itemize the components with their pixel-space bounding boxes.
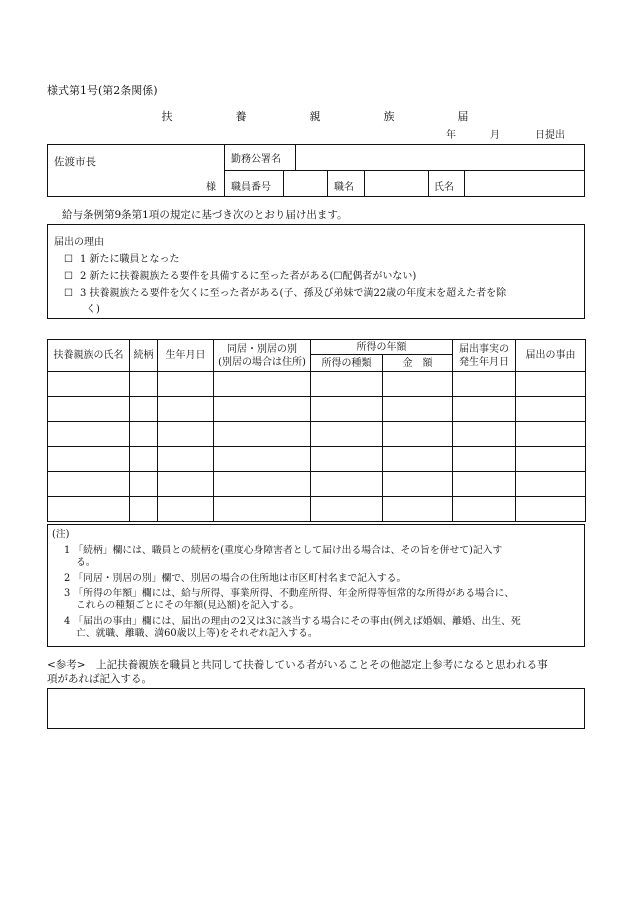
dependents-table bbox=[47, 339, 586, 522]
table-row bbox=[48, 447, 586, 472]
col-header-event: 届出の事由 bbox=[516, 340, 586, 372]
table-cell[interactable] bbox=[48, 447, 130, 472]
col-header-residence: 同居・別居の別 (別居の場合は住所) bbox=[214, 340, 311, 372]
table-row bbox=[48, 372, 586, 397]
table-cell[interactable] bbox=[311, 372, 383, 397]
form-title: 扶 養 親 族 届 bbox=[161, 110, 495, 123]
table-row bbox=[48, 422, 586, 447]
table-row bbox=[48, 497, 586, 522]
table-cell[interactable] bbox=[383, 372, 453, 397]
note-2: 2 「同居・別居の別」欄で、別居の場合の住所地は市区町村名まで記入する。 bbox=[64, 573, 407, 584]
col-header-relation: 続柄 bbox=[130, 340, 158, 372]
form-code: 様式第1号(第2条関係) bbox=[47, 84, 158, 97]
table-cell[interactable] bbox=[516, 447, 586, 472]
table-cell[interactable] bbox=[214, 472, 311, 497]
table-cell[interactable] bbox=[453, 472, 516, 497]
reason-item-continuation: く) bbox=[86, 304, 100, 315]
table-cell[interactable] bbox=[214, 447, 311, 472]
employee-number-label: 職員番号 bbox=[231, 182, 271, 193]
table-cell[interactable] bbox=[130, 472, 158, 497]
table-cell[interactable] bbox=[383, 472, 453, 497]
note-1-cont: る。 bbox=[76, 557, 96, 568]
date-month-label: 月 bbox=[490, 130, 500, 141]
table-cell[interactable] bbox=[383, 397, 453, 422]
table-cell[interactable] bbox=[48, 372, 130, 397]
table-cell[interactable] bbox=[130, 497, 158, 522]
table-cell[interactable] bbox=[311, 472, 383, 497]
reason-item[interactable]: ☐ 3 扶養親族たる要件を欠くに至った者がある(子、孫及び弟妹で満22歳の年度末を超えた者を除 bbox=[64, 288, 507, 299]
table-cell[interactable] bbox=[130, 447, 158, 472]
table-cell[interactable] bbox=[158, 472, 214, 497]
table-cell[interactable] bbox=[158, 422, 214, 447]
table-cell[interactable] bbox=[311, 447, 383, 472]
date-day-label: 日提出 bbox=[535, 130, 565, 141]
notes-title: (注) bbox=[52, 529, 70, 540]
col-header-event-date: 届出事実の 発生年月日 bbox=[453, 340, 516, 372]
col-header-income-type: 所得の種類 bbox=[311, 355, 383, 372]
table-cell[interactable] bbox=[158, 497, 214, 522]
table-cell[interactable] bbox=[453, 497, 516, 522]
table-cell[interactable] bbox=[48, 422, 130, 447]
table-cell[interactable] bbox=[158, 447, 214, 472]
col-header-income-amount: 金 額 bbox=[383, 355, 453, 372]
note-3-cont: これらの種類ごとにその年額(見込額)を記入する。 bbox=[76, 600, 300, 611]
position-label: 職名 bbox=[334, 182, 354, 193]
table-cell[interactable] bbox=[130, 372, 158, 397]
workplace-label: 勤務公署名 bbox=[231, 154, 281, 165]
mayor-label: 佐渡市長 bbox=[54, 156, 96, 168]
reason-item[interactable]: ☐ 1 新たに職員となった bbox=[64, 254, 180, 265]
table-cell[interactable] bbox=[453, 372, 516, 397]
col-header-name: 扶養親族の氏名 bbox=[48, 340, 130, 372]
reference-field[interactable] bbox=[47, 688, 585, 729]
table-cell[interactable] bbox=[383, 497, 453, 522]
note-3: 3 「所得の年額」欄には、給与所得、事業所得、不動産所得、年金所得等恒常的な所得がある場合に、 bbox=[64, 588, 515, 599]
table-cell[interactable] bbox=[453, 447, 516, 472]
checkbox-icon[interactable]: ☐ bbox=[64, 271, 73, 282]
name-label: 氏名 bbox=[434, 182, 454, 193]
table-cell[interactable] bbox=[516, 472, 586, 497]
table-cell[interactable] bbox=[214, 397, 311, 422]
table-cell[interactable] bbox=[214, 422, 311, 447]
table-cell[interactable] bbox=[48, 472, 130, 497]
table-cell[interactable] bbox=[516, 422, 586, 447]
table-row bbox=[48, 472, 586, 497]
note-4: 4 「届出の事由」欄には、届出の理由の2又は3に該当する場合にその事由(例えば婚姻、離婚、出生、死 bbox=[64, 616, 521, 627]
table-cell[interactable] bbox=[311, 497, 383, 522]
table-row bbox=[48, 397, 586, 422]
table-cell[interactable] bbox=[214, 372, 311, 397]
note-1: 1 「続柄」欄には、職員との続柄を(重度心身障害者として届け出る場合は、その旨を併せて)記入す bbox=[64, 545, 503, 556]
reasons-title: 届出の理由 bbox=[54, 237, 104, 248]
table-cell[interactable] bbox=[158, 372, 214, 397]
table-cell[interactable] bbox=[130, 422, 158, 447]
reference-text: <参考> 上記扶養親族を職員と共同して扶養している者がいることその他認定上参考になると思われる事 項があれば記入する。 bbox=[47, 659, 548, 685]
honorific-label: 様 bbox=[206, 182, 216, 193]
table-cell[interactable] bbox=[516, 497, 586, 522]
checkbox-icon[interactable]: ☐ bbox=[64, 288, 73, 299]
table-cell[interactable] bbox=[48, 497, 130, 522]
intro-text: 給与条例第9条第1項の規定に基づき次のとおり届け出ます。 bbox=[62, 209, 348, 221]
table-cell[interactable] bbox=[516, 372, 586, 397]
table-cell[interactable] bbox=[516, 397, 586, 422]
table-cell[interactable] bbox=[453, 397, 516, 422]
table-cell[interactable] bbox=[48, 397, 130, 422]
reason-item[interactable]: ☐ 2 新たに扶養親族たる要件を具備するに至った者がある(☐配偶者がいない) bbox=[64, 271, 417, 282]
table-cell[interactable] bbox=[214, 497, 311, 522]
table-cell[interactable] bbox=[158, 397, 214, 422]
note-4-cont: 亡、就職、離職、満60歳以上等)をそれぞれ記入する。 bbox=[76, 628, 318, 639]
table-cell[interactable] bbox=[383, 422, 453, 447]
table-cell[interactable] bbox=[311, 422, 383, 447]
col-header-birth: 生年月日 bbox=[158, 340, 214, 372]
table-cell[interactable] bbox=[130, 397, 158, 422]
table-cell[interactable] bbox=[311, 397, 383, 422]
table-cell[interactable] bbox=[453, 422, 516, 447]
date-year-label: 年 bbox=[446, 130, 456, 141]
checkbox-icon[interactable]: ☐ bbox=[64, 254, 73, 265]
table-cell[interactable] bbox=[383, 447, 453, 472]
col-header-income: 所得の年額 bbox=[311, 340, 453, 355]
